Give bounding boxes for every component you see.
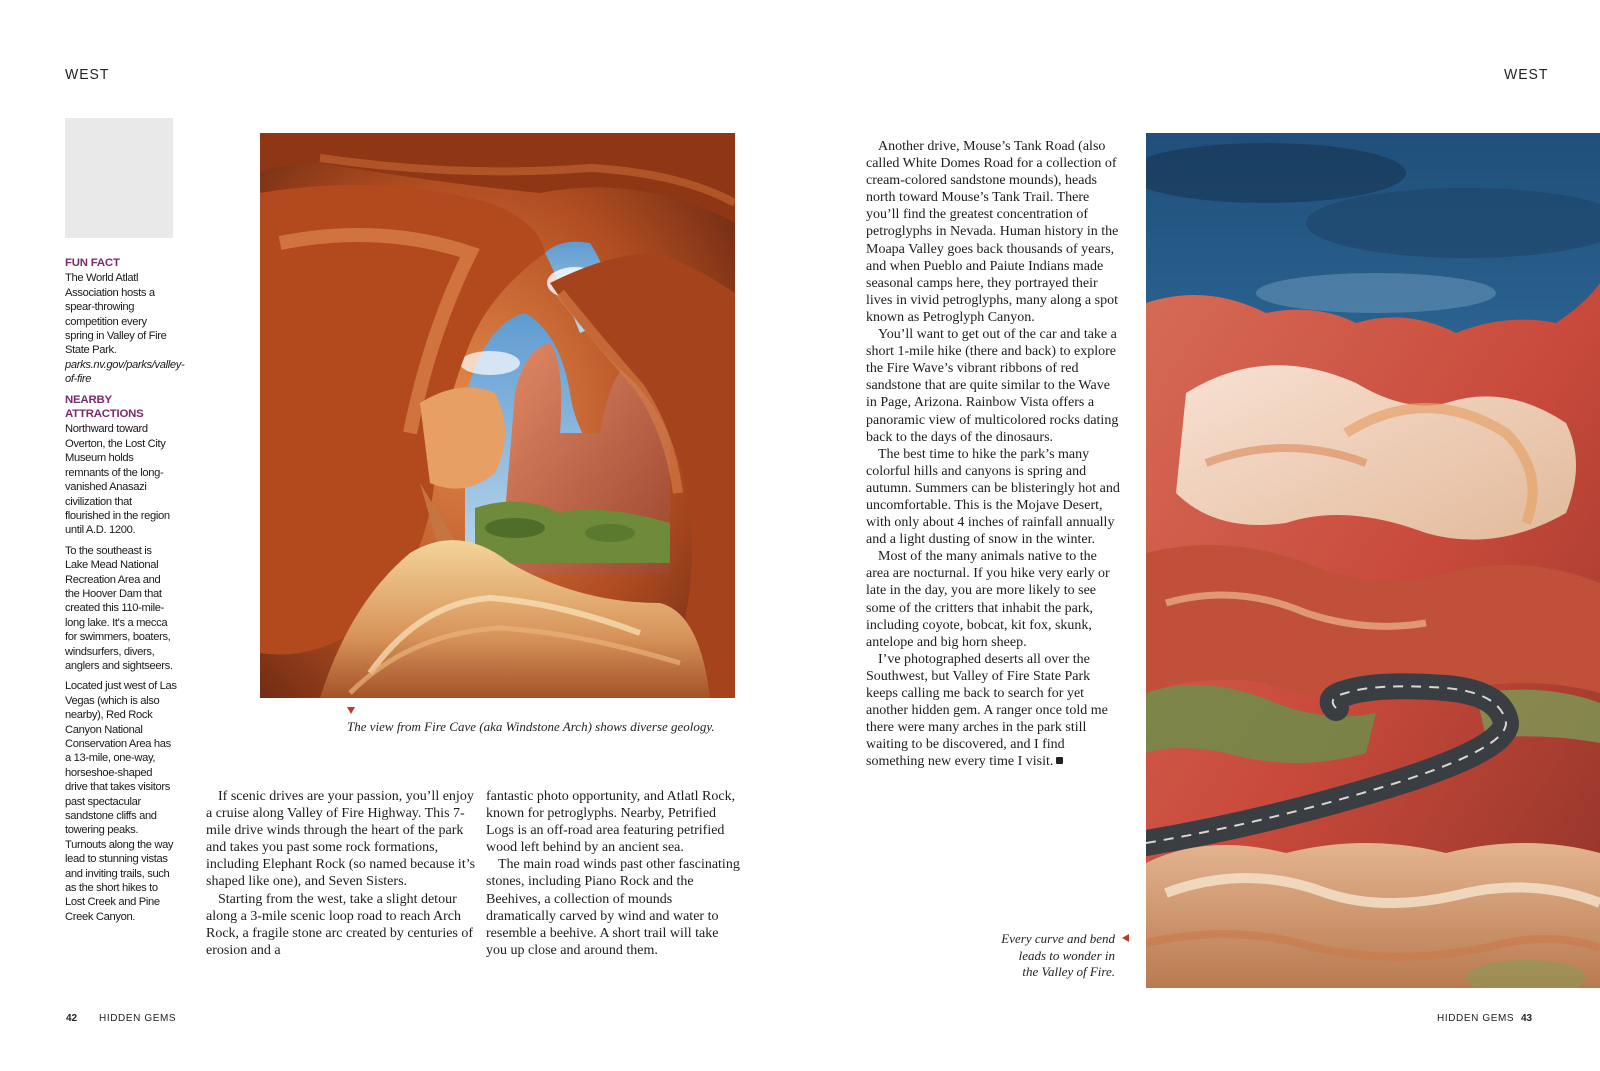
article-paragraph: You’ll want to get out of the car and take a short 1-mile hike (there and back) to explore the Fire Wave’s vibrant ribbons of red sandstone that are quite similar to the Wave in Page, Arizona. Rainbow Vista offers a panoramic view of multicolored rocks dating back to the days of the dinosaurs.	[866, 327, 1119, 445]
nearby-paragraph-1: Northward toward Overton, the Lost City Museum holds remnants of the long-vanished Anasazi civilization that flourished in the region until A.D. 1200.	[65, 423, 170, 537]
article-paragraph: Starting from the west, take a slight detour along a 3-mile scenic loop road to reach Arch Rock, a fragile stone arc created by centuries of erosion and a	[206, 891, 474, 958]
publication-title-left: HIDDEN GEMS	[99, 1013, 177, 1024]
fun-fact-link[interactable]: parks.nv.gov/parks/valley-of-fire	[65, 358, 185, 386]
nearby-paragraph-2: To the southeast is Lake Mead National Recreation Area and the Hoover Dam that created this 110-mile-long lake. It's a mecca for swimmers, boaters, windsurfers, divers, anglers and sightseers.	[65, 544, 173, 672]
article-paragraph: Another drive, Mouse’s Tank Road (also called White Domes Road for a collection of cream-colored sandstone mounds), heads north toward Mouse’s Tank Trail. There you’ll find the greatest concentration of petroglyphs in Nevada. Human history in the Moapa Valley goes back thousands of years, and when Pueblo and Paiute Indians made seasonal camps here, they portrayed their lives in vivid petroglyphs, many along a spot known as Petroglyph Canyon.	[866, 139, 1119, 325]
article-paragraph: If scenic drives are your passion, you’ll enjoy a cruise along Valley of Fire Highway. This 7-mile drive winds through the heart of the park and takes you past some rock formations, including Elephant Rock (so named because it’s shaped like one), and Seven Sisters.	[206, 789, 476, 890]
caption-marker-right	[1122, 934, 1129, 942]
caption-marker-left	[347, 707, 355, 714]
caption-right: Every curve and bend leads to wonder in the Valley of Fire.	[1001, 931, 1115, 979]
sidebar	[65, 256, 185, 930]
sidebar-placeholder-box	[65, 118, 173, 238]
caption-left: The view from Fire Cave (aka Windstone Arch) shows diverse geology.	[347, 719, 715, 734]
fun-fact-heading: FUN FACT	[65, 257, 120, 269]
article-final-paragraph	[866, 651, 1122, 771]
nearby-paragraph-3: Located just west of Las Vegas (which is also nearby), Red Rock Canyon National Conservation Area has a 13-mile, one-way, horseshoe-shaped drive that takes visitors past spectacular sandstone cliffs and towering peaks. Turnouts along the way lead to stunning vistas and inviting trails, such as the short hikes to Lost Creek and Pine Creek Canyon.	[65, 680, 177, 923]
fun-fact-body: The World Atlatl Association hosts a spear-throwing competition every spring in Valley of Fire State Park.	[65, 272, 167, 357]
end-of-article-icon	[1056, 757, 1063, 764]
section-label-right: WEST	[1504, 65, 1549, 83]
article-column-2	[486, 788, 741, 959]
page-number-left: 42	[66, 1013, 78, 1024]
publication-title-right: HIDDEN GEMS	[1437, 1013, 1515, 1024]
article-column-1	[206, 788, 476, 959]
fun-fact-text	[65, 271, 185, 386]
article-paragraph: Most of the many animals native to the area are nocturnal. If you hike very early or late in the day, you are more likely to see some of the critters that inhabit the park, including coyote, bobcat, kit fox, skunk, antelope and big horn sheep.	[866, 549, 1110, 650]
article-paragraph: fantastic photo opportunity, and Atlatl Rock, known for petroglyphs. Nearby, Petrified Logs is an off-road area featuring petrified wood left behind by an ancient sea.	[486, 789, 736, 856]
nearby-attractions-heading: NEARBY ATTRACTIONS	[65, 393, 144, 421]
article-paragraph: The best time to hike the park’s many colorful hills and canyons is spring and autumn. Summers can be blisteringly hot and uncomfortable. This is the Mojave Desert, with only about 4 inches of rainfall annually and a light dusting of snow in the winter.	[866, 446, 1120, 548]
valley-road-photo	[1146, 133, 1600, 988]
fire-cave-photo	[260, 133, 735, 698]
page-number-right: 43	[1521, 1013, 1533, 1024]
article-paragraph-text: I’ve photographed deserts all over the Southwest, but Valley of Fire State Park keeps calling me back to search for yet another hidden gem. A ranger once told me there were many arches in the park still waiting to be discovered, and I find something new every time I visit.	[866, 651, 1108, 770]
article-paragraph: The main road winds past other fascinating stones, including Piano Rock and the Beehives, a collection of mounds dramatically carved by wind and water to resemble a beehive. A short trail will take you up close and around them.	[486, 857, 740, 958]
section-label-left: WEST	[65, 65, 110, 83]
article-column-3	[866, 138, 1122, 770]
